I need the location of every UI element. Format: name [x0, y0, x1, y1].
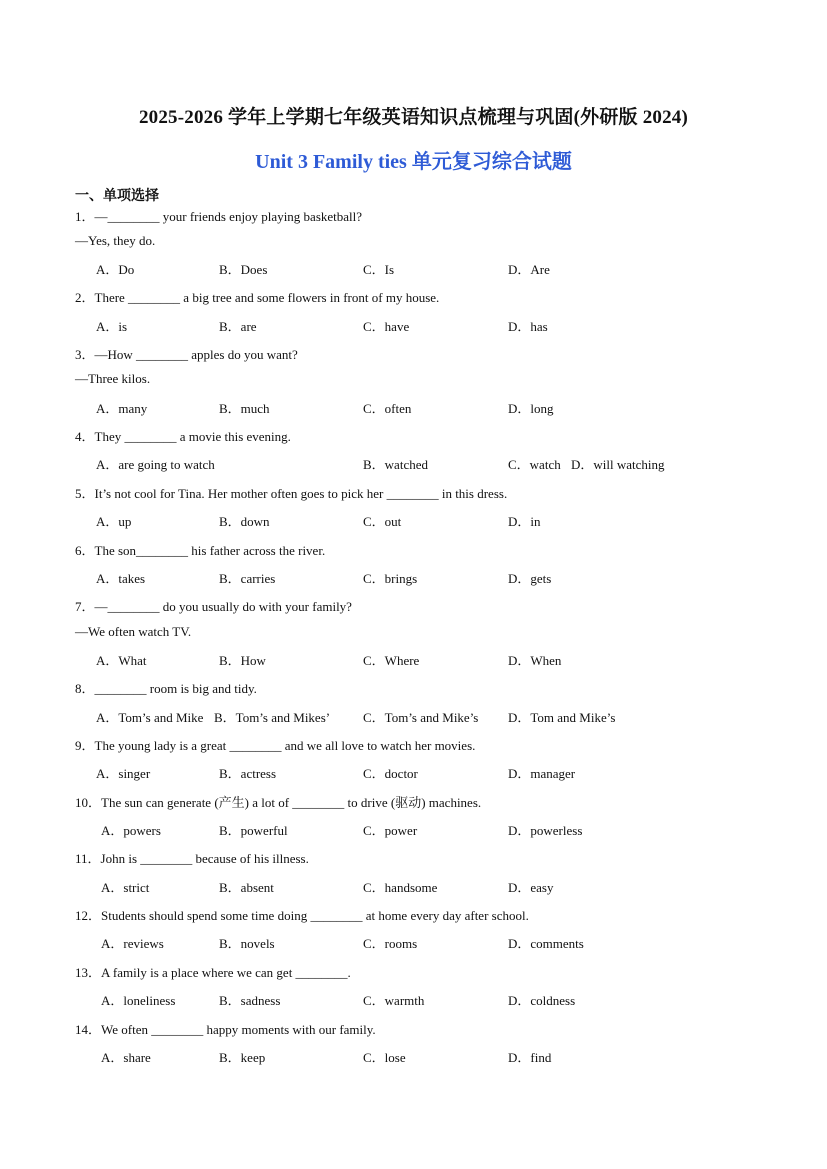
question-reply: —Three kilos.: [75, 371, 151, 386]
option-a: A．Do: [96, 262, 135, 277]
options-row: [101, 990, 801, 1008]
options-row: [96, 454, 796, 472]
option-c: C．doctor: [363, 766, 418, 781]
option-c: C．handsome: [363, 880, 438, 895]
option-c: C．Is: [363, 262, 395, 277]
option-d: D．has: [508, 319, 548, 334]
option-d: D．will watching: [571, 457, 665, 472]
option-a: A．singer: [96, 766, 151, 781]
option-a: A．takes: [96, 571, 146, 586]
option-d: D．gets: [508, 571, 552, 586]
options-row: [96, 511, 796, 529]
option-d: D．manager: [508, 766, 576, 781]
option-c: C．have: [363, 319, 410, 334]
options-row: [96, 650, 796, 668]
options-row: [101, 933, 801, 951]
option-b: B．watched: [363, 457, 428, 472]
option-b: B．Does: [219, 262, 268, 277]
option-b: B．are: [219, 319, 257, 334]
question-stem: 3．—How ________ apples do you want?: [75, 347, 298, 362]
option-a: A．share: [101, 1050, 151, 1065]
option-d: D．When: [508, 653, 562, 668]
option-c: C．watch: [508, 457, 561, 472]
option-d: D．coldness: [508, 993, 576, 1008]
option-a: A．reviews: [101, 936, 164, 951]
question-stem: 4．They ________ a movie this evening.: [75, 429, 291, 444]
option-b: B．How: [219, 653, 266, 668]
option-b: B．powerful: [219, 823, 288, 838]
option-c: C．rooms: [363, 936, 418, 951]
question-stem: 8．________ room is big and tidy.: [75, 681, 257, 696]
option-c: C．lose: [363, 1050, 406, 1065]
options-row: [96, 707, 796, 725]
option-c: C．brings: [363, 571, 418, 586]
options-row: [96, 568, 796, 586]
question-stem: 7．—________ do you usually do with your family?: [75, 599, 352, 614]
question-stem: 10．The sun can generate (产生) a lot of ________ to drive (驱动) machines.: [75, 795, 482, 810]
option-a: A．are going to watch: [96, 457, 215, 472]
options-row: [101, 1047, 801, 1065]
option-d: D．easy: [508, 880, 554, 895]
option-c: C．out: [363, 514, 402, 529]
option-a: A．powers: [101, 823, 161, 838]
option-d: D．in: [508, 514, 541, 529]
option-c: C．Where: [363, 653, 420, 668]
option-a: A．is: [96, 319, 128, 334]
option-a: A．What: [96, 653, 147, 668]
document-title: 2025-2026 学年上学期七年级英语知识点梳理与巩固(外研版 2024): [138, 107, 689, 128]
option-a: A．Tom’s and Mike: [96, 710, 204, 725]
option-b: B．novels: [219, 936, 275, 951]
option-d: D．comments: [508, 936, 584, 951]
option-b: B．absent: [219, 880, 274, 895]
option-b: B．carries: [219, 571, 276, 586]
option-b: B．actress: [219, 766, 277, 781]
question-stem: 6．The son________ his father across the river.: [75, 543, 326, 558]
option-a: A．strict: [101, 880, 150, 895]
option-b: B．much: [219, 401, 270, 416]
question-stem: 12．Students should spend some time doing ________ at home every day after school.: [75, 908, 529, 923]
option-d: D．long: [508, 401, 554, 416]
options-row: [101, 820, 801, 838]
question-stem: 5．It’s not cool for Tina. Her mother often goes to pick her ________ in this dress.: [75, 486, 508, 501]
options-row: [96, 763, 796, 781]
options-row: [96, 259, 796, 277]
question-stem: 13．A family is a place where we can get ________.: [75, 965, 351, 980]
option-d: D．Tom and Mike’s: [508, 710, 616, 725]
options-row: [96, 398, 796, 416]
question-stem: 9．The young lady is a great ________ and we all love to watch her movies.: [75, 738, 476, 753]
option-b: B．keep: [219, 1050, 266, 1065]
option-a: A．up: [96, 514, 132, 529]
option-d: D．Are: [508, 262, 550, 277]
option-b: B．sadness: [219, 993, 281, 1008]
document-subtitle: Unit 3 Family ties 单元复习综合试题: [255, 151, 572, 173]
option-a: A．many: [96, 401, 148, 416]
question-stem: 14．We often ________ happy moments with our family.: [75, 1022, 376, 1037]
option-c: C．often: [363, 401, 412, 416]
question-stem: 2．There ________ a big tree and some flowers in front of my house.: [75, 290, 440, 305]
section-heading: 一、单项选择: [75, 189, 159, 204]
option-b: B．Tom’s and Mikes’: [214, 710, 331, 725]
option-d: D．powerless: [508, 823, 583, 838]
option-c: C．power: [363, 823, 418, 838]
option-c: C．Tom’s and Mike’s: [363, 710, 479, 725]
option-b: B．down: [219, 514, 270, 529]
question-reply: —We often watch TV.: [75, 624, 192, 639]
option-c: C．warmth: [363, 993, 425, 1008]
options-row: [101, 877, 801, 895]
question-stem: 11．John is ________ because of his illness.: [75, 851, 309, 866]
options-row: [96, 316, 796, 334]
question-reply: —Yes, they do.: [75, 233, 156, 248]
option-a: A．loneliness: [101, 993, 176, 1008]
question-stem: 1．—________ your friends enjoy playing basketball?: [75, 209, 363, 224]
option-d: D．find: [508, 1050, 552, 1065]
